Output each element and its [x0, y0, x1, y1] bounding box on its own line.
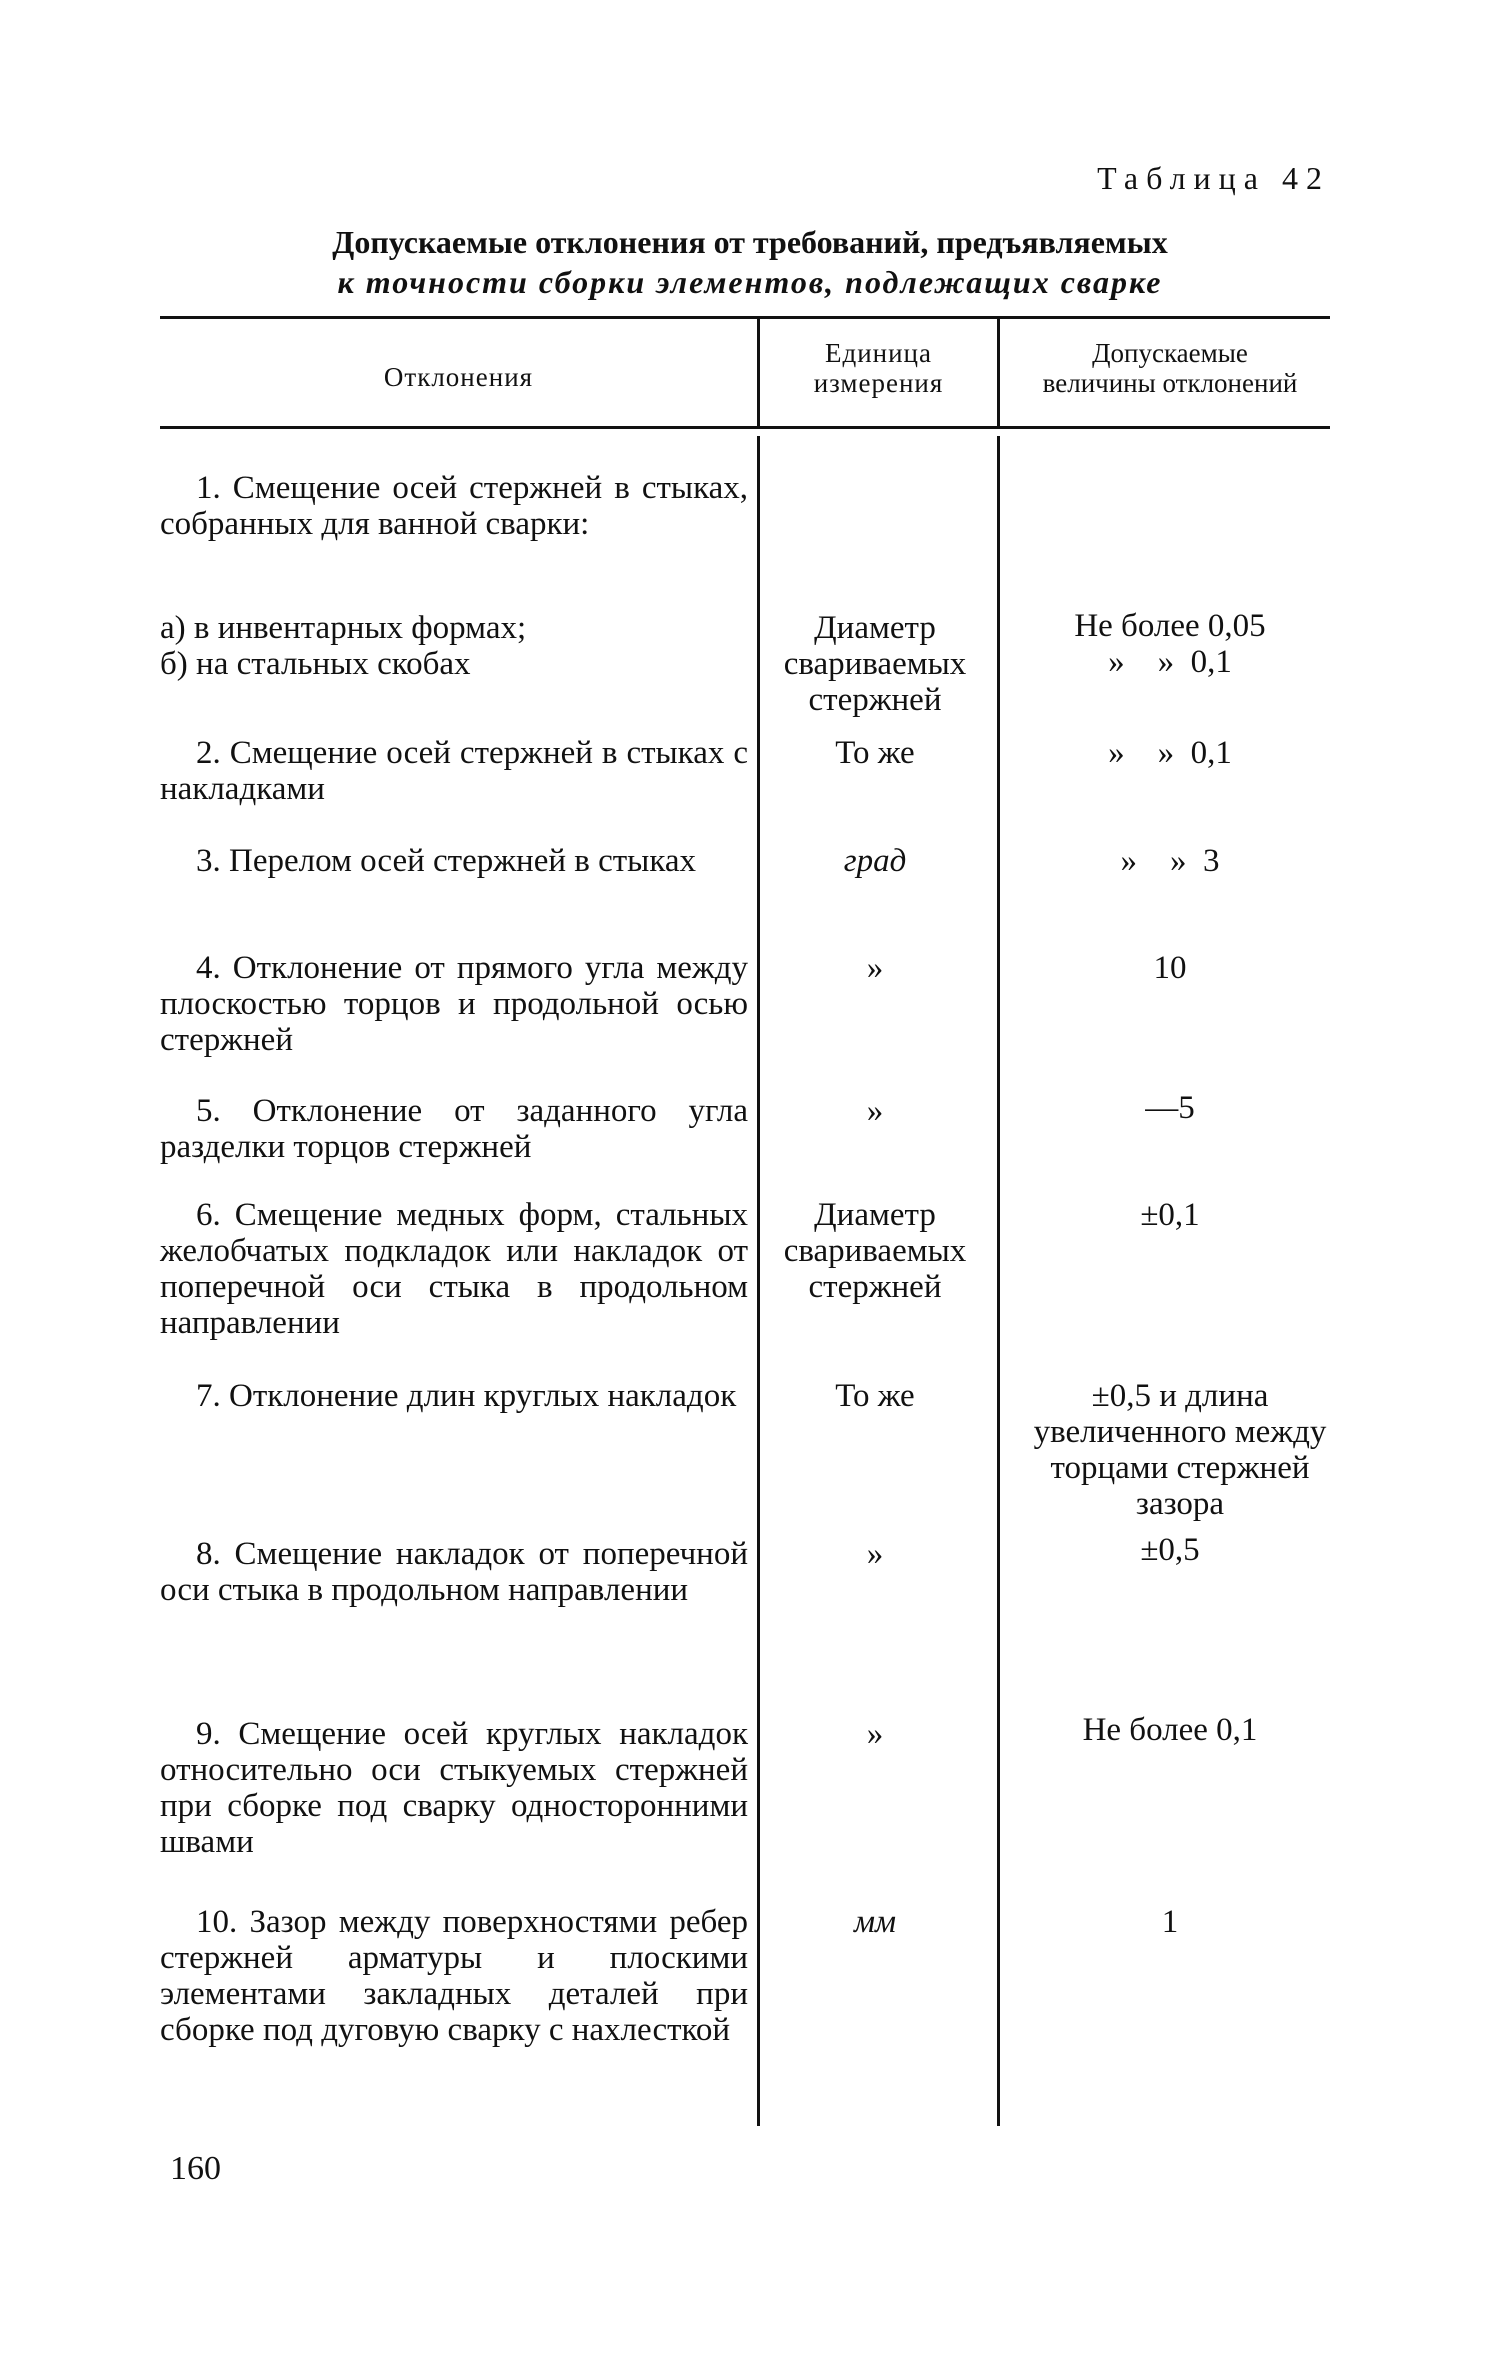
- table-label: Таблица 42: [1097, 160, 1330, 196]
- row-8-value: ±0,5: [1140, 1532, 1200, 1568]
- header-deviations: Отклонения: [383, 362, 534, 392]
- row-10-text-content: 10. Зазор между поверхностями ребер стержней арматуры и плоскими элементами закладных деталей при сборке под дуговую сварку с нахлесткой: [160, 1904, 748, 2048]
- row-5-text: [160, 1093, 748, 1165]
- row-1-unit: Диаметр свариваемых стержней: [783, 610, 967, 718]
- row-5-unit: »: [866, 1093, 884, 1129]
- title-line-1: Допускаемые отклонения от требований, предъявляемых: [332, 224, 1168, 260]
- header-allowed-line-2: величины отклонений: [1042, 368, 1298, 398]
- header-allowed-line-1: Допускаемые: [1092, 338, 1248, 368]
- table-top-rule: [160, 316, 1330, 319]
- row-5-value: —5: [1145, 1090, 1195, 1126]
- row-10-text: [160, 1904, 748, 2048]
- row-9-value: Не более 0,1: [1082, 1712, 1258, 1748]
- row-6-value: ±0,1: [1140, 1197, 1200, 1233]
- row-2-text: [160, 735, 748, 807]
- row-7-text: [160, 1378, 748, 1414]
- row-6-text-content: 6. Смещение медных форм, стальных желобчатых подкладок или накладок от поперечной оси стыка в продольном направлении: [160, 1197, 748, 1341]
- row-2-unit: То же: [835, 735, 915, 771]
- row-8-text-content: 8. Смещение накладок от поперечной оси стыка в продольном направлении: [160, 1536, 748, 1608]
- header-bottom-rule: [160, 426, 1330, 429]
- row-9-text-content: 9. Смещение осей круглых накладок относительно оси стыкуемых стержней при сборке под сварку односторонними швами: [160, 1716, 748, 1860]
- header-unit-line-1: Единица: [824, 338, 932, 368]
- row-5-text-content: 5. Отклонение от заданного угла разделки торцов стержней: [160, 1093, 748, 1165]
- row-9-unit: »: [866, 1716, 884, 1752]
- row-9-text: [160, 1716, 748, 1860]
- column-divider-1: [757, 436, 760, 2126]
- row-3-value: » » 3: [1120, 843, 1220, 879]
- column-divider-2: [997, 436, 1000, 2126]
- row-10-value: 1: [1161, 1904, 1179, 1940]
- row-6-text: [160, 1197, 748, 1341]
- row-3-text-content: 3. Перелом осей стержней в стыках: [196, 843, 697, 879]
- header-unit: [760, 338, 997, 398]
- row-1b-value: » » 0,1: [1108, 644, 1232, 680]
- page-number: 160: [170, 2150, 221, 2187]
- row-6-unit: Диаметр свариваемых стержней: [783, 1197, 967, 1305]
- row-1-text: [160, 470, 748, 542]
- row-2-text-content: 2. Смещение осей стержней в стыках с накладками: [160, 735, 748, 807]
- row-7-unit: То же: [835, 1378, 915, 1414]
- table-title: [160, 222, 1340, 302]
- row-1b-text: б) на стальных скобах: [160, 646, 471, 682]
- row-1a-value: Не более 0,05: [1074, 608, 1266, 644]
- row-8-text: [160, 1536, 748, 1608]
- header-unit-line-2: измерения: [813, 368, 944, 398]
- row-1-text-content: 1. Смещение осей стержней в стыках, собранных для ванной сварки:: [160, 470, 748, 542]
- row-1a-text: а) в инвентарных формах;: [160, 610, 527, 646]
- row-7-value: ±0,5 и длина увеличенного между торцами стержней зазора: [1033, 1378, 1327, 1522]
- header-allowed: [1000, 338, 1340, 398]
- row-10-unit: мм: [853, 1904, 897, 1940]
- row-4-value: 10: [1153, 950, 1187, 986]
- row-4-text: [160, 950, 748, 1058]
- row-4-unit: »: [866, 950, 884, 986]
- row-3-unit: град: [843, 843, 907, 879]
- row-7-text-content: 7. Отклонение длин круглых накладок: [196, 1378, 737, 1414]
- row-2-value: » » 0,1: [1108, 735, 1232, 771]
- row-3-text: [160, 843, 748, 879]
- row-8-unit: »: [866, 1536, 884, 1572]
- row-4-text-content: 4. Отклонение от прямого угла между плоскостью торцов и продольной осью стержней: [160, 950, 748, 1058]
- title-line-2: к точности сборки элементов, подлежащих сварке: [337, 264, 1163, 300]
